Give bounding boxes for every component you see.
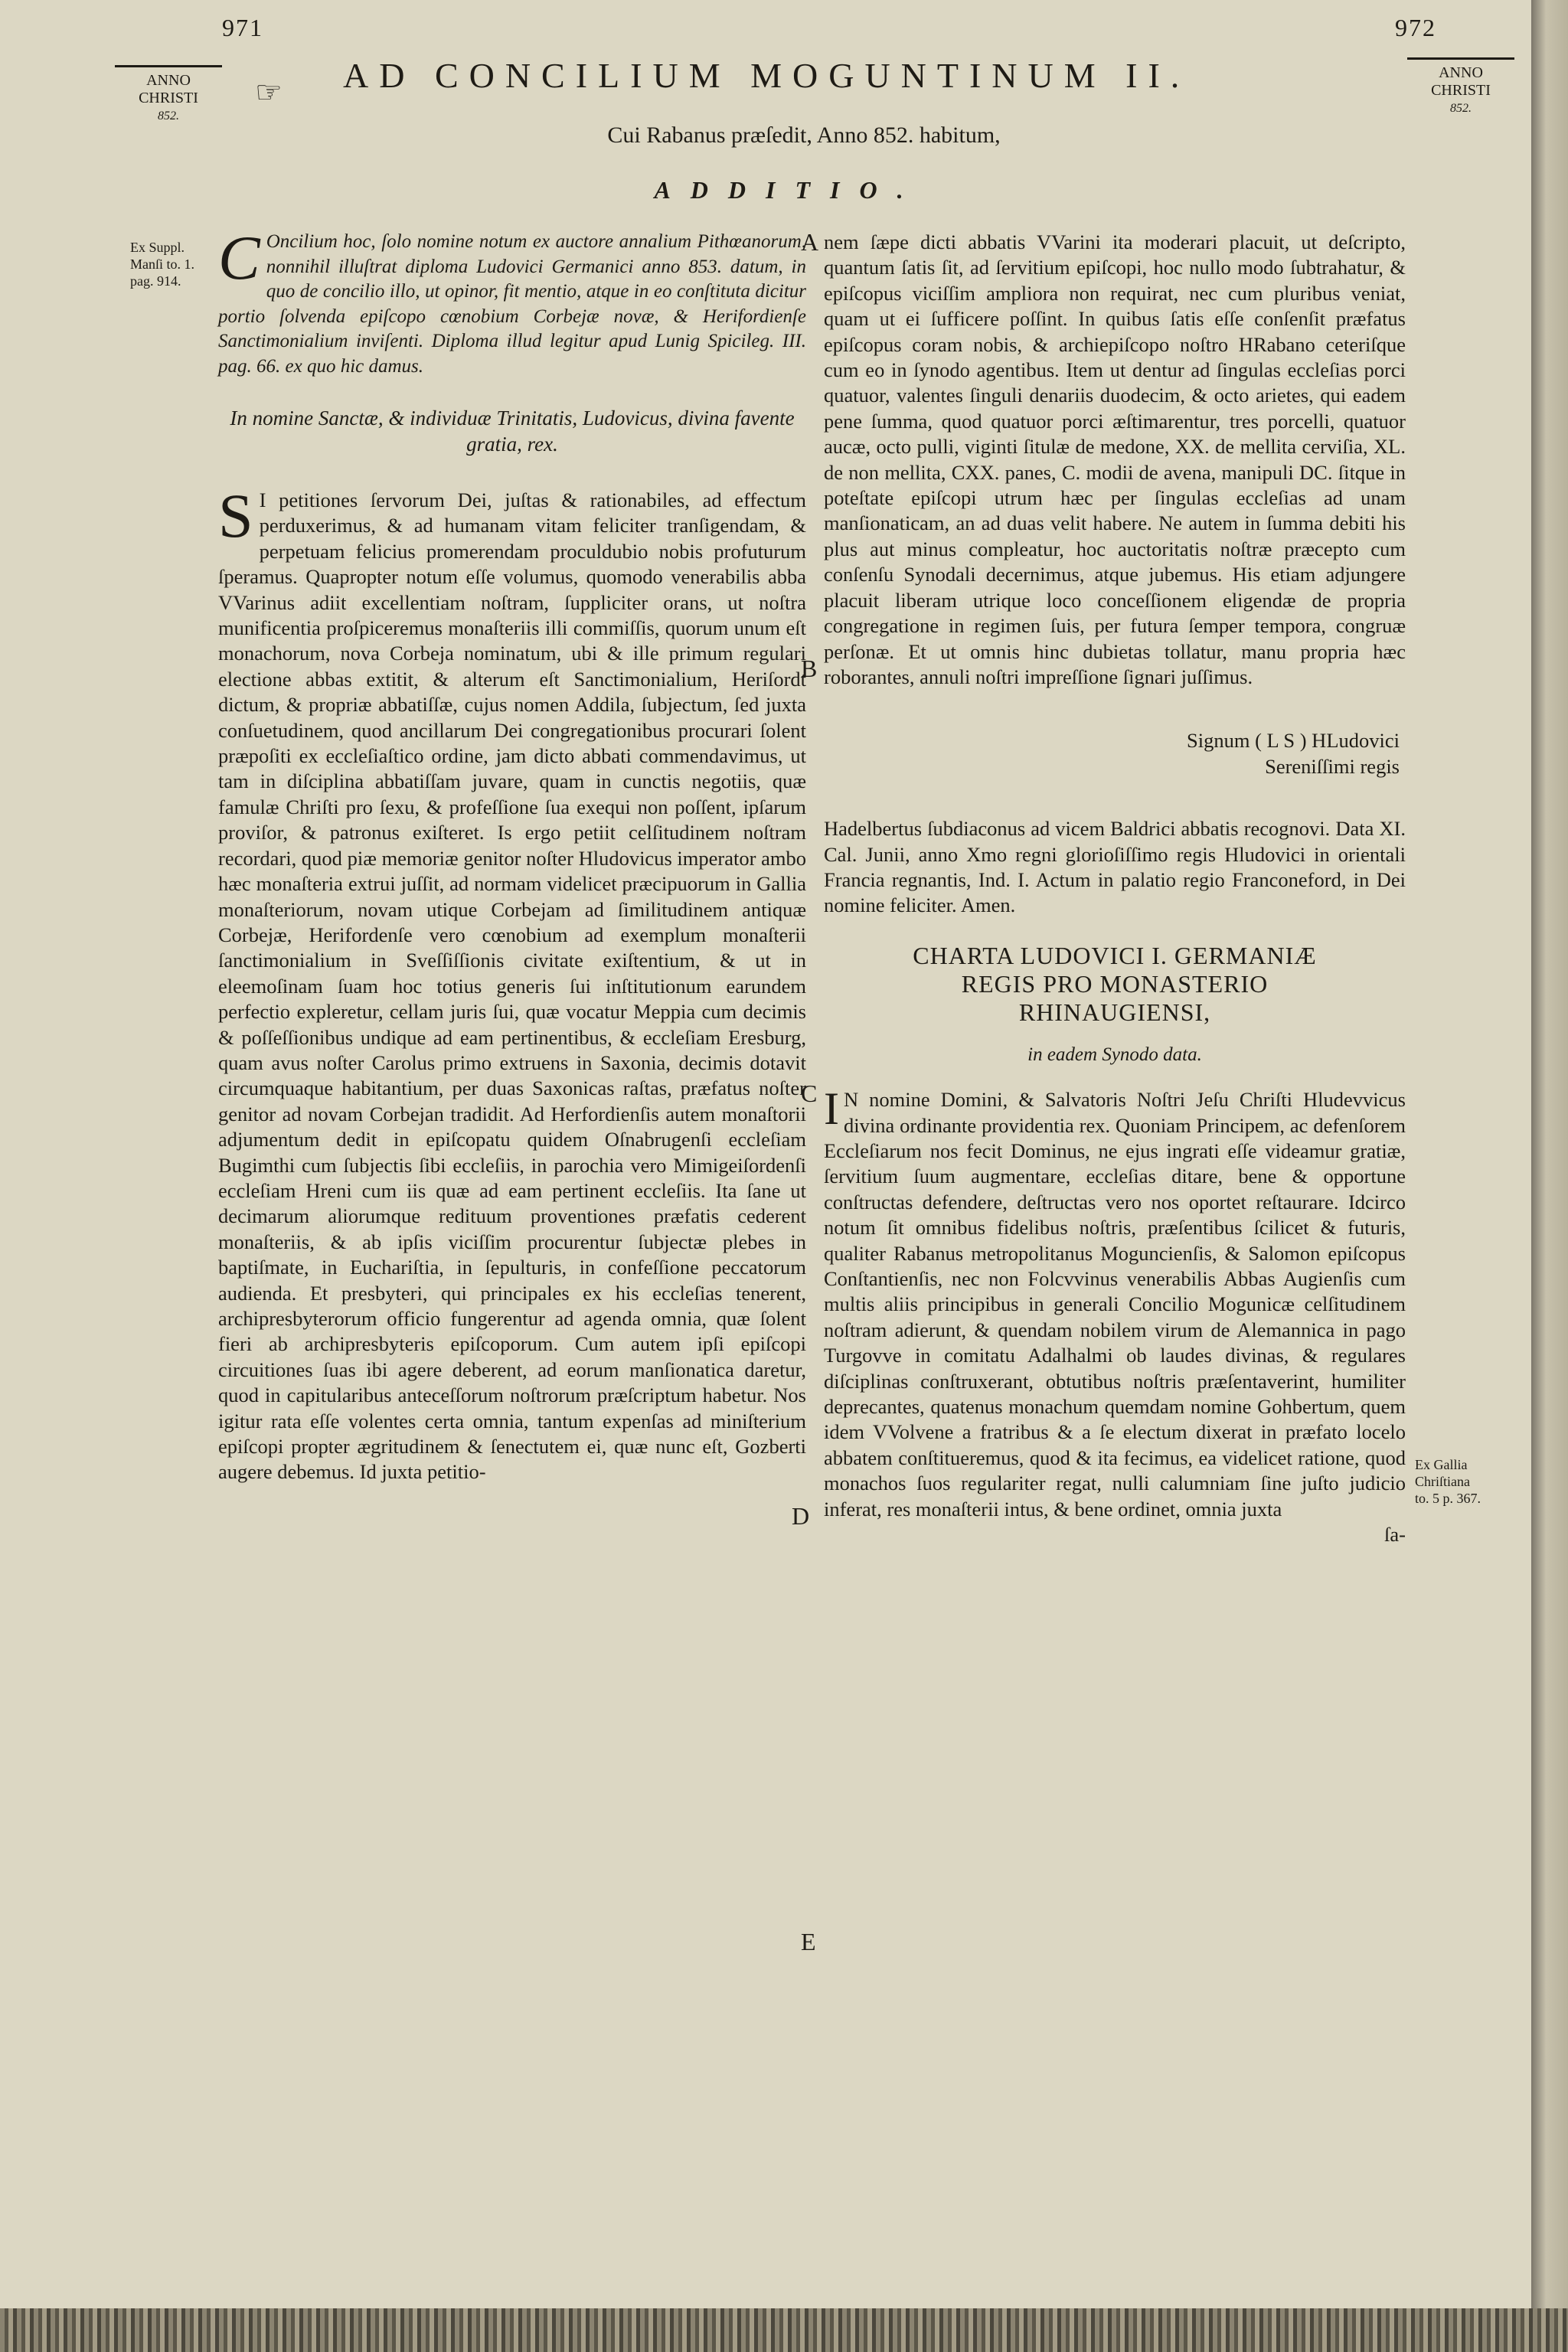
left-column xyxy=(218,223,806,1485)
anno-right-year: 852. xyxy=(1450,102,1472,115)
page-number-right: 972 xyxy=(1395,14,1436,41)
anno-left-year: 852. xyxy=(158,109,179,122)
page-number-left: 971 xyxy=(222,14,263,41)
anno-right-line2: CHRISTI xyxy=(1431,82,1491,99)
margin-note-line: to. 5 p. 367. xyxy=(1415,1491,1481,1506)
margin-note-source-right xyxy=(1415,1456,1530,1507)
drop-cap-c: C xyxy=(218,223,260,292)
section-marker-c: C xyxy=(801,1080,818,1107)
diploma-continuation: nem ſæpe dicti abbatis VVarini ita moderari placuit, ut deſcripto, quantum ſatis ſit, ad ſervitium epiſcopi, hoc nullo modo ſubtrahatur, & epiſcopus viciſſim ampliora non requirat, nec cum pluribus veniat, quam ut ei ſufficere poſſint. In quibus ſatis eſſe conſenſit præfatus epiſcopus coram nobis, & archiepiſcopo noſtro HRabano ceteriſque cum eo in ſynodo agentibus. Item ut dentur ad ſingulas eccleſias porci quatuor, valentes ſinguli denariis duodecim, & octo arietes, qui eadem pene ſumma, quod quatuor porci æſtimarentur, tres porcelli, quatuor aucæ, octo pulli, viginti ſitulæ de medone, XX. de mellita cerviſia, XL. de non mellita, CXX. panes, C. modii de avena, manipuli DC. ſitque in poteſtate epiſcopi utrum hæc per ſingulas eccleſias ad unam manſionaticam, an ad duas velit habere. Ne autem in ſumma debiti his plus aut minus compleatur, hoc auctoritatis noſtræ præcepto cum conſenſu Synodali decernimus, atque jubemus. His etiam adjungere placuit liberam utrique loco conceſſionem eligendæ de propria congregatione in regimen ſuis, per futura ſemper tempora, congruæ perſonæ. Et ut omnis hinc dubietas tollatur, manu propria hæc roborantes, annuli noſtri impreſſione ſignari juſſimus. xyxy=(824,230,1406,688)
anno-christi-left xyxy=(115,65,222,125)
intro-paragraph xyxy=(218,223,806,379)
charta-title-line-1: CHARTA LUDOVICI I. GERMANIÆ xyxy=(913,941,1317,969)
charta-body xyxy=(824,1083,1406,1522)
page-subtitle: Cui Rabanus præſedit, Anno 852. habitum, xyxy=(607,122,1001,148)
margin-note-line: Manſi to. 1. xyxy=(130,256,194,272)
section-marker-a: A xyxy=(801,228,819,256)
section-marker-e: E xyxy=(801,1928,816,1955)
right-column xyxy=(824,230,1406,1547)
intro-text: Oncilium hoc, ſolo nomine notum ex auctore annalium Pithœanorum, nonnihil illuſtrat diploma Ludovici Germanici anno 853. datum, in quo de concilio illo, ut opinor, fit mentio, atque in eo conſtituta dicitur portio ſolvenda epiſcopo cœnobium Corbejæ novæ, & Herifordienſe Sanctimonialium inviſenti. Diploma illud legitur apud Lunig Spicileg. III. pag. 66. ex quo hic damus. xyxy=(218,231,806,377)
margin-note-line: Ex Gallia xyxy=(1415,1457,1468,1472)
anno-left-line1: ANNO xyxy=(146,72,191,89)
section-marker-d: D xyxy=(792,1502,810,1530)
diploma-body xyxy=(218,481,806,1485)
charta-body-text: N nomine Domini, & Salvatoris Noſtri Jeſu Chriſti Hludevvicus divina ordinante providentia rex. Quoniam Principem, ac defenſorem Eccleſiarum nos fecit Dominus, ne ejus ingrati eſſe videamur gratiæ, ſervitium ſuum augmentare, eccleſias ditare, bene & opportune conſtructas defendere, deſtructas vero nos oportet reſtaurare. Idcirco notum ſit omnibus fidelibus noſtris, præſentibus ſcilicet & futuris, qualiter Rabanus metropolitanus Moguncienſis, & Salomon epiſcopus Conſtantienſis, nec non Folcvvinus venerabilis Abbas Augienſis cum multis aliis principibus in generali Concilio Mogunicæ celſitudinem noſtram adierunt, & quendam nobilem virum de Alemannica in pago Turgovve in comitatu Adalhalmi ob laudes divinas, & regulares diſciplinas conſtruxerant, obtutibus noſtris præſentaverint, humiliter deprecantes, quatenus monachum quemdam nomine Gohbertum, quem idem VVolvene a fratribus & a ſe electum dixerat in præfato locelo abbatem conſtitueremus, quod & ita fecimus, ea videlicet ratione, quod monachos ſuos regulariter regat, nulli calumniam ſine juſto judicio inferat, res monaſterii intus, & bene ordinet, omnia juxta xyxy=(824,1088,1406,1521)
diploma-body-text: I petitiones ſervorum Dei, juſtas & rationabiles, ad effectum perduxerimus, & ad humanam vitam feliciter tranſigendam, & perpetuam felicius promerendam proculdubio nobis profuturum ſperamus. Quapropter notum eſſe volumus, quomodo venerabilis abba VVarinus adiit excellentiam noſtram, ſuppliciter orans, ut noſtra munificentia proſpiceremus monaſteriis illi commiſſis, quorum unum eſt monachorum, nova Corbeja nominatum, ubi & ille primum regulari electione abbas extitit, & alterum eſt Sanctimonialium, Heriſordt dictum, & propriæ abbatiſſæ, cujus nomen Addila, ſubjectum, ſed juxta conſuetudinem, quod ancillarum Dei congregationibus procurari ſolent præpoſiti ex eccleſiaſtico ordine, jam dicto abbati commendavimus, ut tam in diſciplina abbatiſſam juvare, quam in cunctis negotiis, quæ famulæ Chriſti pro ſexu, & profeſſione ſua exequi non poſſent, ipſarum proviſor, & patronus exiſteret. Is ergo petiit celſitudinem noſtram recordari, quod piæ memoriæ genitor noſter Hludovicus imperator ambo hæc monaſteria extrui juſſit, ad normam videlicet præcipuorum in Gallia monaſteriorum, novam utique Corbejam ad ſimilitudinem antiquæ Corbejæ, Herifordenſe vero cœnobium ad exemplum monaſterii ſanctimonialium in Sveſſiſſionis civitate exiſtentium, & ut in eleemoſinam ſuam hoc totius generis ſui inſtitutionum earundem perfectio expleretur, cellam juris ſui, quæ vocatur Meppia cum decimis & poſſeſſionibus undique ad eam pertinentibus, & eccleſiam Eresburg, quam avus noſter Carolus primo extruens in Saxonia, decimis dotavit circumquaque habitantium, per duas Saxonicas raſtas, præfatus noſter genitor ad novam Corbejan tradidit. Ad Herfordienſis autem monaſtorii adjumentum dedit in epiſcopatu quidem Oſnabrugenſi eccleſiam Bugimthi cum ſubjectis ſibi eccleſiis, in parochia vero Mimigeiſordenſi eccleſiam Hreni cum iis quæ ad eam pertinent eccleſiis. Ita ſane ut decimarum aliorumque redituum proventiones præfatis cederent monaſteriis, & ab ipſis viciſſim procurentur ſubjectæ plebes in baptiſmate, in Euchariſtia, in ſepulturis, in confeſſione peccatorum audienda. Et presbyteri, qui principales ex his eccleſias tenerent, archipresbyterorum officio fungerentur ad agenda omnia, quæ ſolent fieri ab archipresbyteris epiſcoporum. Cum autem ipſi epiſcopi circuitiones ſuas ibi agere deberent, ad eorum manſionatica daretur, quod in capitularibus anteceſſorum noſtrorum præſcriptum habetur. Nos igitur rata eſſe volentes certa omnia, tantum expenſas ad miniſterium epiſcopi propter ægritudinem & ſenectutem ei, quæ nunc eſt, Gozberti augere debemus. Id juxta petitio- xyxy=(218,488,806,1484)
charta-subtitle: in eadem Synodo data. xyxy=(1027,1044,1202,1065)
margin-note-line: pag. 914. xyxy=(130,273,181,289)
anno-rule-left xyxy=(115,65,222,67)
margin-note-line: Chriſtiana xyxy=(1415,1474,1470,1489)
anno-left-line2: CHRISTI xyxy=(139,90,198,106)
invocation: In nomine Sanctæ, & individuæ Trinitatis, Ludovicus, divina favente gratia, rex. xyxy=(230,407,795,456)
charta-title-line-2: REGIS PRO MONASTERIO xyxy=(961,969,1269,998)
recognition-paragraph: Hadelbertus ſubdiaconus ad vicem Baldrici abbatis recognovi. Data XI. Cal. Junii, anno Xmo regni glorioſiſſimo regis Hludovici in orientali Francia regnantis, Ind. I. Actum in palatio regio Franconeford, in Dei nomine feliciter. Amen. xyxy=(824,817,1406,917)
page-gutter xyxy=(1531,0,1568,2308)
catchword: ſa- xyxy=(1384,1523,1406,1547)
signum-line-2: Sereniſſimi regis xyxy=(1265,754,1400,778)
page-title: AD CONCILIUM MOGUNTINUM II. xyxy=(343,56,1191,95)
signum-line-1: Signum ( L S ) HLudovici xyxy=(1187,729,1400,753)
anno-right-line1: ANNO xyxy=(1439,64,1483,81)
drop-cap-i: I xyxy=(824,1083,839,1135)
section-marker-b: B xyxy=(801,655,818,682)
book-edge-strip xyxy=(0,2308,1568,2352)
margin-note-line: Ex Suppl. xyxy=(130,240,185,255)
margin-note-source-left xyxy=(130,239,214,289)
section-heading: ADDITIO. xyxy=(654,176,923,204)
drop-cap-s: S xyxy=(218,481,253,550)
charta-title-line-3: RHINAUGIENSI, xyxy=(1018,998,1211,1026)
pointing-hand-icon: ☞ xyxy=(255,75,283,110)
